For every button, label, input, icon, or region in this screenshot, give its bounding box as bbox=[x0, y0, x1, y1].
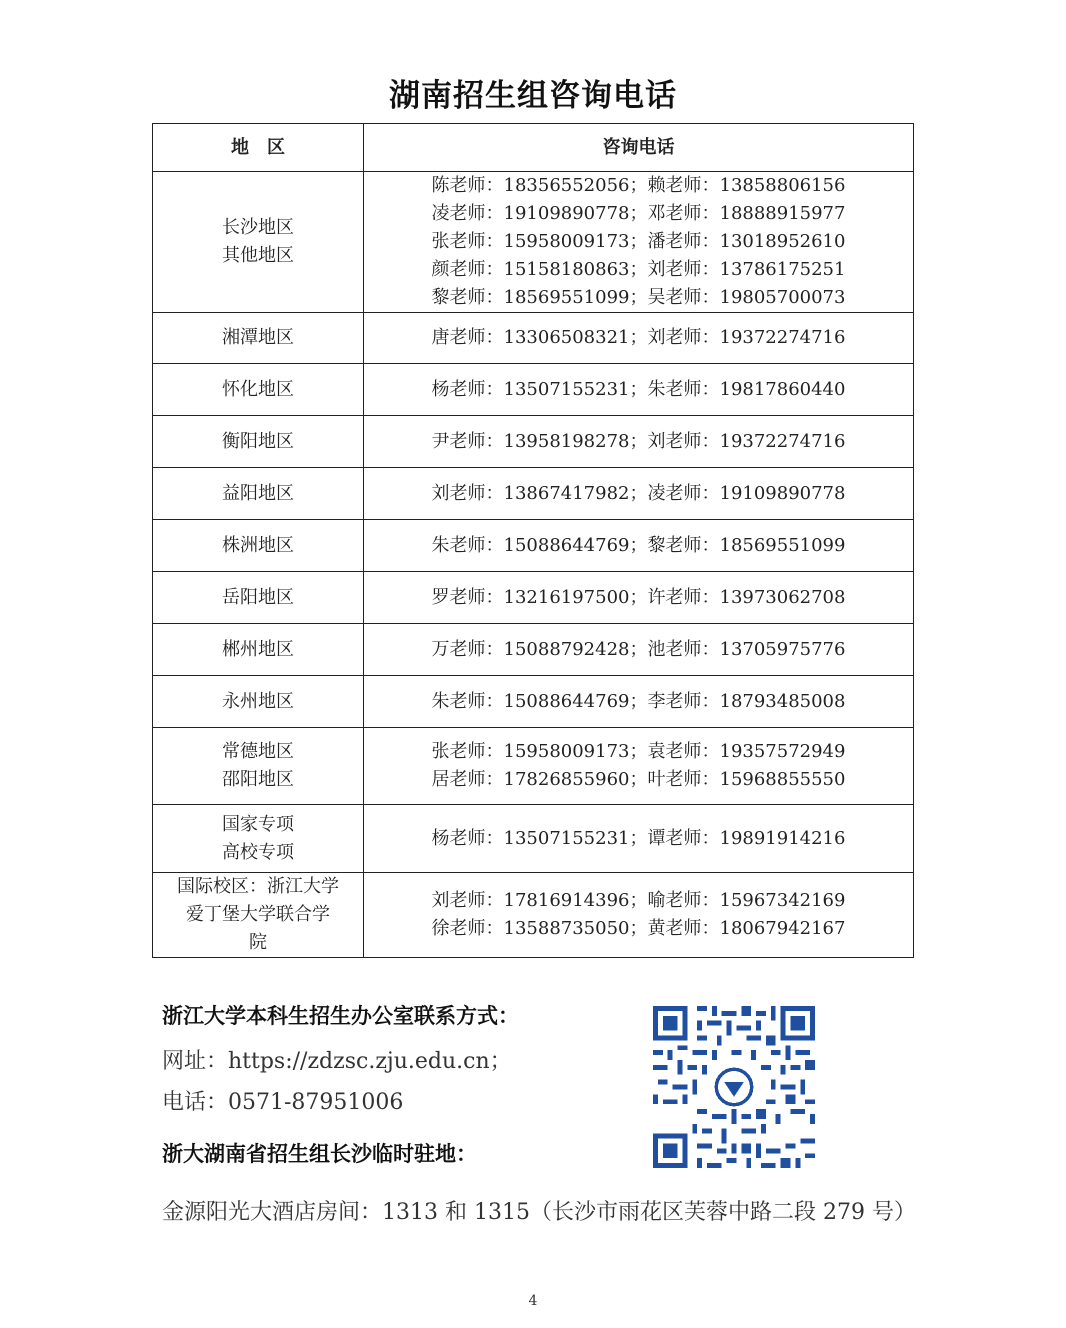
region-label: 其他地区 bbox=[222, 245, 294, 266]
contact-line: 朱老师：15088644769；李老师：18793485008 bbox=[431, 690, 846, 712]
table-row bbox=[153, 364, 914, 416]
region-label: 国家专项 bbox=[222, 813, 294, 835]
station-address: 金源阳光大酒店房间：1313 和 1315（长沙市雨花区芙蓉中路二段 279 号） bbox=[162, 1200, 916, 1225]
contact-cell bbox=[364, 468, 914, 520]
region-cell bbox=[153, 313, 364, 364]
table-row bbox=[153, 572, 914, 624]
region-label: 益阳地区 bbox=[222, 482, 294, 504]
region-cell bbox=[153, 572, 364, 624]
region-cell bbox=[153, 676, 364, 728]
region-label: 邵阳地区 bbox=[222, 769, 294, 790]
region-cell bbox=[153, 873, 364, 958]
contact-line: 凌老师：19109890778；邓老师：18888915977 bbox=[431, 203, 846, 224]
region-label: 衡阳地区 bbox=[222, 430, 294, 452]
region-cell bbox=[153, 468, 364, 520]
contact-cell bbox=[364, 873, 914, 958]
contact-cell bbox=[364, 364, 914, 416]
region-label: 院 bbox=[249, 932, 267, 953]
contact-line: 唐老师：13306508321；刘老师：19372274716 bbox=[431, 327, 846, 348]
office-website: 网址：https://zdzsc.zju.edu.cn； bbox=[162, 1049, 512, 1074]
table-row bbox=[153, 805, 914, 873]
contact-cell bbox=[364, 416, 914, 468]
region-cell bbox=[153, 728, 364, 805]
contact-cell bbox=[364, 624, 914, 676]
region-label: 国际校区：浙江大学 bbox=[177, 876, 339, 897]
contact-cell bbox=[364, 728, 914, 805]
contact-cell bbox=[364, 676, 914, 728]
contact-cell bbox=[364, 313, 914, 364]
contact-line: 杨老师：13507155231；谭老师：19891914216 bbox=[431, 827, 846, 849]
contact-line: 颜老师：15158180863；刘老师：13786175251 bbox=[431, 259, 846, 280]
table-header-row bbox=[153, 124, 914, 172]
region-cell bbox=[153, 805, 364, 873]
contact-line: 张老师：15958009173；袁老师：19357572949 bbox=[431, 741, 846, 762]
contact-line: 刘老师：13867417982；凌老师：19109890778 bbox=[431, 482, 846, 504]
contact-line: 刘老师：17816914396；喻老师：15967342169 bbox=[431, 890, 846, 911]
region-label: 长沙地区 bbox=[222, 217, 294, 238]
region-label: 岳阳地区 bbox=[222, 586, 294, 608]
table-row bbox=[153, 468, 914, 520]
contact-line: 朱老师：15088644769；黎老师：18569551099 bbox=[431, 534, 846, 556]
contact-cell bbox=[364, 520, 914, 572]
contact-line: 张老师：15958009173；潘老师：13018952610 bbox=[431, 231, 846, 252]
region-label: 湘潭地区 bbox=[222, 327, 294, 348]
table-row bbox=[153, 520, 914, 572]
office-phone: 电话：0571-87951006 bbox=[162, 1090, 404, 1115]
page-title: 湖南招生组咨询电话 bbox=[389, 78, 677, 114]
region-label: 永州地区 bbox=[222, 690, 294, 712]
contact-line: 杨老师：13507155231；朱老师：19817860440 bbox=[431, 378, 846, 400]
contact-line: 罗老师：13216197500；许老师：13973062708 bbox=[431, 586, 846, 608]
contact-line: 居老师：17826855960；叶老师：15968855550 bbox=[431, 769, 846, 790]
region-cell bbox=[153, 416, 364, 468]
contact-cell bbox=[364, 572, 914, 624]
table-row bbox=[153, 624, 914, 676]
table-row bbox=[153, 676, 914, 728]
station-heading: 浙大湖南省招生组长沙临时驻地： bbox=[162, 1142, 477, 1166]
table-row bbox=[153, 728, 914, 805]
contact-line: 陈老师：18356552056；赖老师：13858806156 bbox=[431, 175, 846, 196]
region-label: 常德地区 bbox=[222, 741, 294, 762]
region-label: 爱丁堡大学联合学 bbox=[186, 904, 330, 925]
region-cell bbox=[153, 364, 364, 416]
qr-code-icon bbox=[653, 1006, 815, 1168]
region-cell bbox=[153, 624, 364, 676]
contact-table bbox=[152, 123, 914, 958]
region-label: 高校专项 bbox=[222, 841, 294, 863]
table-row bbox=[153, 313, 914, 364]
table-row bbox=[153, 172, 914, 313]
contact-line: 万老师：15088792428；池老师：13705975776 bbox=[431, 638, 846, 660]
page-number: 4 bbox=[528, 1293, 538, 1309]
region-cell bbox=[153, 172, 364, 313]
office-heading: 浙江大学本科生招生办公室联系方式： bbox=[162, 1004, 519, 1028]
contact-line: 黎老师：18569551099；吴老师：19805700073 bbox=[431, 287, 846, 308]
table-row bbox=[153, 416, 914, 468]
region-cell bbox=[153, 520, 364, 572]
header-region: 地 区 bbox=[153, 124, 364, 172]
contact-line: 徐老师：13588735050；黄老师：18067942167 bbox=[431, 918, 846, 939]
region-label: 郴州地区 bbox=[222, 638, 294, 660]
table-row bbox=[153, 873, 914, 958]
region-label: 株洲地区 bbox=[222, 534, 294, 556]
contact-cell bbox=[364, 805, 914, 873]
contact-cell bbox=[364, 172, 914, 313]
contact-line: 尹老师：13958198278；刘老师：19372274716 bbox=[431, 430, 846, 452]
region-label: 怀化地区 bbox=[222, 378, 294, 400]
header-phone: 咨询电话 bbox=[364, 124, 914, 172]
